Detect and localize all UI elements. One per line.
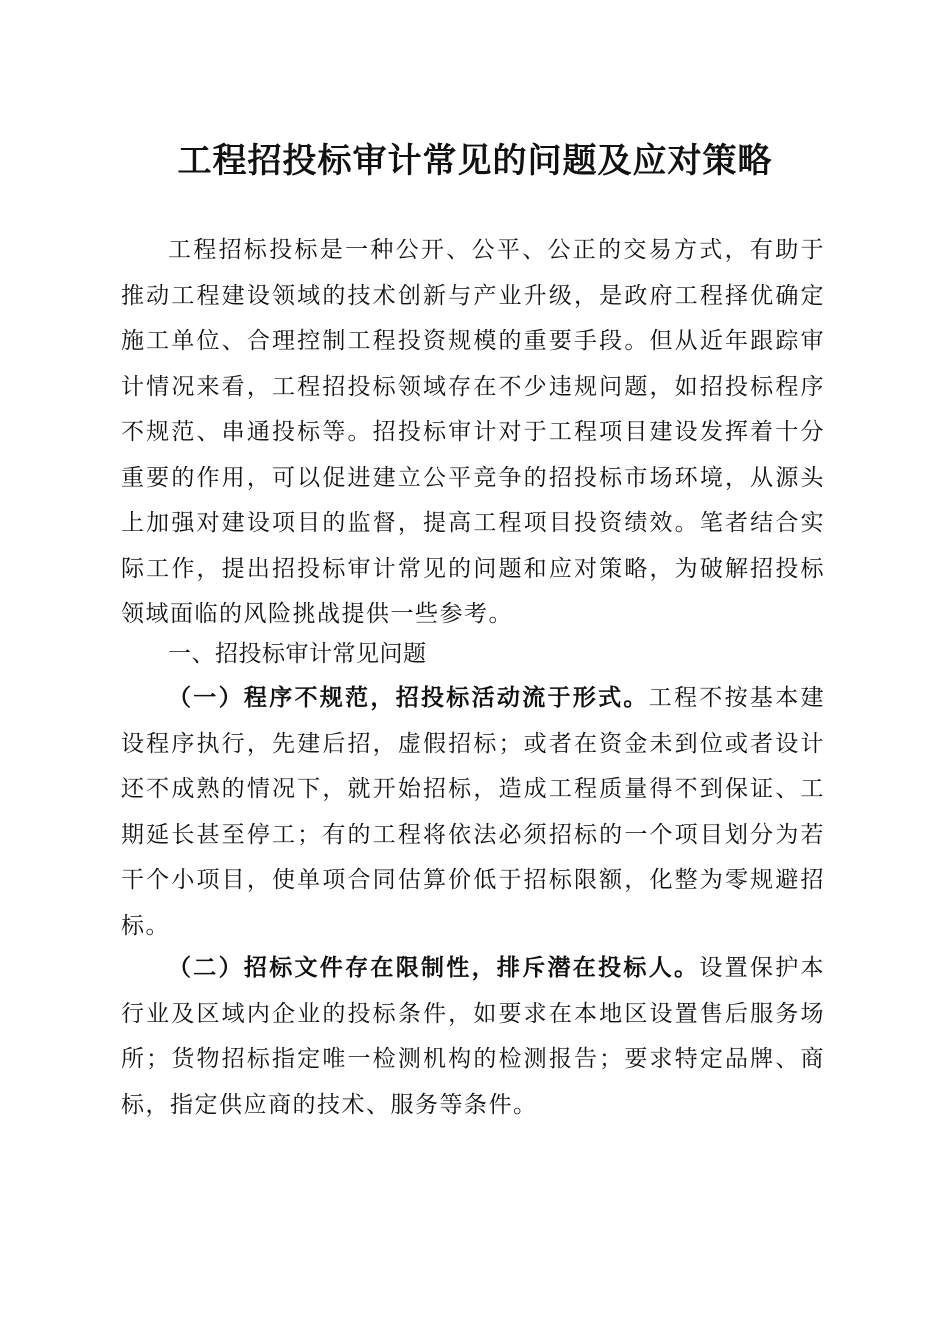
document-title: 工程招投标审计常见的问题及应对策略 (177, 141, 773, 181)
section-item-2 (121, 945, 825, 1128)
section-item-1 (121, 675, 825, 949)
intro-paragraph: 工程招标投标是一种公开、公平、公正的交易方式，有助于推动工程建设领域的技术创新与产业升级，是政府工程择优确定施工单位、合理控制工程投资规模的重要手段。但从近年跟踪审计情况来看，工程招投标领域存在不少违规问题，如招投标程序不规范、串通投标等。招投标审计对于工程项目建设发挥着十分重要的作用，可以促进建立公平竞争的招投标市场环境，从源头上加强对建设项目的监督，提高工程项目投资绩效。笔者结合实际工作，提出招投标审计常见的问题和应对策略，为破解招投标领域面临的风险挑战提供一些参考。 (121, 237, 825, 627)
section-heading: 一、招投标审计常见问题 (168, 641, 427, 667)
item-1-text: 工程不按基本建设程序执行，先建后招，虚假招标；或者在资金未到位或者设计还不成熟的情况下，就开始招标，造成工程质量得不到保证、工期延长甚至停工；有的工程将依法必须招标的一个项目划分为若干个小项目，使单项合同估算价低于招标限额，化整为零规避招标。 (121, 685, 826, 939)
item-1-subheading: （一）程序不规范，招投标活动流于形式。 (168, 684, 649, 711)
item-2-subheading: （二）招标文件存在限制性，排斥潜在投标人。 (168, 954, 700, 981)
item-2-text: 设置保护本行业及区域内企业的投标条件，如要求在本地区设置售后服务场所；货物招标指定唯一检测机构的检测报告；要求特定品牌、商标，指定供应商的技术、服务等条件。 (121, 955, 826, 1118)
